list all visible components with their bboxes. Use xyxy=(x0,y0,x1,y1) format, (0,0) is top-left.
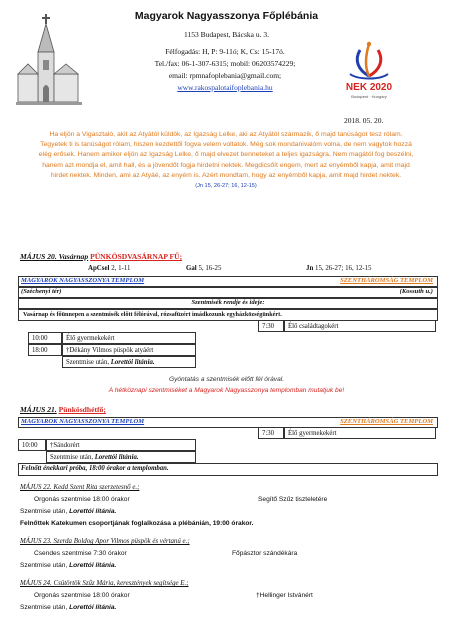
may20-right-intent: Élő családtagokért xyxy=(284,320,436,332)
may20-order-bar xyxy=(18,298,438,309)
church-left-label: MAGYAROK NAGYASSZONYA TEMPLOM xyxy=(21,277,145,284)
nek-logo xyxy=(338,40,400,98)
bulletin-date: 2018. 05. 20. xyxy=(344,116,384,125)
website-link[interactable]: www.rakospalotaifoplebania.hu xyxy=(177,83,273,92)
may24-litany: Szentmise után, Lorettói litánia. xyxy=(20,604,117,611)
rosary-notice: Vasárnap és főünnepen a szentmisék előtt félórával, rózsafüzért imádkozunk egyházközségünkért. xyxy=(23,311,282,318)
office-hours: Félfogadás: H, P: 9-11ó; K, Cs: 15-17ó. xyxy=(165,47,285,56)
may20-place-bar xyxy=(18,287,438,298)
may22-litany: Szentmise után, Lorettói litánia. xyxy=(20,508,117,515)
may20-church-bar xyxy=(18,276,438,287)
may21-feast: Pünkösdhétfő; xyxy=(58,405,106,414)
may21-right-time: 7:30 xyxy=(258,427,284,439)
may20-feast: PÜNKÖSDVASÁRNAP FŰ; xyxy=(90,252,183,261)
confession-note: Gyóntatás a szentmisék előtt fél órával. xyxy=(168,376,285,383)
place-left: (Széchenyi tér) xyxy=(21,288,62,295)
may20-row1-intent: Élő gyermekekért xyxy=(62,332,196,344)
nek-logo-sub: Budapest · Hungary xyxy=(351,94,387,99)
may24-heading: MÁJUS 24. Csütörtök Szűz Mária, keresztények segítsége E.; xyxy=(20,580,189,587)
parish-title: Magyarok Nagyasszonya Főplébánia xyxy=(134,10,319,22)
gospel-quote xyxy=(36,130,416,191)
may21-church-left: MAGYAROK NAGYASSZONYA TEMPLOM xyxy=(21,418,145,425)
may20-heading xyxy=(20,252,182,261)
reading-1: ApCsel 2, 1-11 xyxy=(88,265,131,272)
may20-litany-cell: Szentmise után, Lorettói litánia. xyxy=(62,356,196,368)
email-line: email: rpmnafoplebania@gmail.com; xyxy=(168,71,282,80)
weekday-note: A hétköznapi szentmiséket a Magyarok Nagyasszonya templomban mutatjuk be! xyxy=(108,387,345,394)
may23-litany: Szentmise után, Lorettói litánia. xyxy=(20,562,117,569)
may22-heading: MÁJUS 22. Kedd Szent Rita szerzetesnő e.; xyxy=(20,484,140,491)
may20-row2-time: 18:00 xyxy=(28,344,62,356)
mass-order-label: Szentmisék rendje és ideje: xyxy=(191,299,265,306)
choir-note: Felnőtt énekkari próba, 18:00 órakor a templomban. xyxy=(21,465,169,472)
may22-intent: Segítő Szűz tiszteletére xyxy=(258,496,328,503)
reading-3: Jn 15, 26-27; 16, 12-15 xyxy=(306,265,372,272)
gospel-reference: (Jn 15, 26-27; 16, 12-15) xyxy=(195,183,257,190)
nek-logo-text: NEK 2020 xyxy=(345,82,393,93)
may21-left-intent: †Sándorért xyxy=(46,439,196,451)
may20-row1-time: 10:00 xyxy=(28,332,62,344)
may21-heading xyxy=(20,405,106,414)
church-right-label: SZENTHÁROMSÁG TEMPLOM xyxy=(340,277,433,284)
may20-date: MÁJUS 20. Vasárnap xyxy=(20,252,89,261)
gospel-quote-text: Ha eljön a Vigasztaló, akit az Atyától küldök, az Igazság Lelke, aki az Atyától származik, ő majd tanúságot tesz rólam. Tegyetek ti is tanúságot rólam, hiszen kezdettől fogva velem voltatok. Még sok mondanivalóm volna, de nem vagytok hozzá elég erősek. Hanem amikor eljön az Igazság Lelke, ő majd elvezet benneteket a teljes igazságra. Nem magától fog beszélni, hanem azt mondja el, amit hall, és a jövendőt fogja hirdetni nektek. Megdicsőít engem, mert az enyémből kapja, amit majd hirdet nektek. Minden, ami az Atyáé, az enyém is. Azért mondtam, hogy az enyémből kapja, amit majd hirdet nektek. xyxy=(38,131,414,179)
may23-intent: Főpásztor szándékára xyxy=(232,550,298,557)
may23-heading: MÁJUS 23. Szerda Boldog Apor Vilmos püspök és vértanú e.; xyxy=(20,538,190,545)
may20-right-time: 7:30 xyxy=(258,320,284,332)
reading-2: Gal 5, 16-25 xyxy=(186,265,222,272)
may21-choir-bar xyxy=(18,463,438,476)
may21-litany-cell: Szentmise után, Lorettói litánia. xyxy=(46,451,196,463)
may24-mass: Orgonás szentmise 18:00 órakor xyxy=(34,592,130,599)
may22-catechumen-note: Felnőttek Katekumen csoportjának foglalkozása a plébánián, 19:00 órakor. xyxy=(20,520,254,527)
may21-right-intent: Élő gyermekekért xyxy=(284,427,436,439)
may23-mass: Csendes szentmise 7:30 órakor xyxy=(34,550,127,557)
may21-left-time: 10:00 xyxy=(18,439,46,451)
place-right: (Kossuth u.) xyxy=(399,288,433,295)
parish-address: 1153 Budapest, Bácska u. 3. xyxy=(184,30,269,39)
may21-date: MÁJUS 21. xyxy=(20,405,57,414)
may20-row2-intent: †Dékány Vilmos püspök atyáért xyxy=(62,344,196,356)
may24-intent: †Hellinger Istvánért xyxy=(256,592,313,599)
may21-church-right: SZENTHÁROMSÁG TEMPLOM xyxy=(340,418,433,425)
phone-line: Tel./fax: 06-1-307-6315; mobil: 06203574229; xyxy=(154,59,296,68)
may22-mass: Orgonás szentmise 18:00 órakor xyxy=(34,496,130,503)
